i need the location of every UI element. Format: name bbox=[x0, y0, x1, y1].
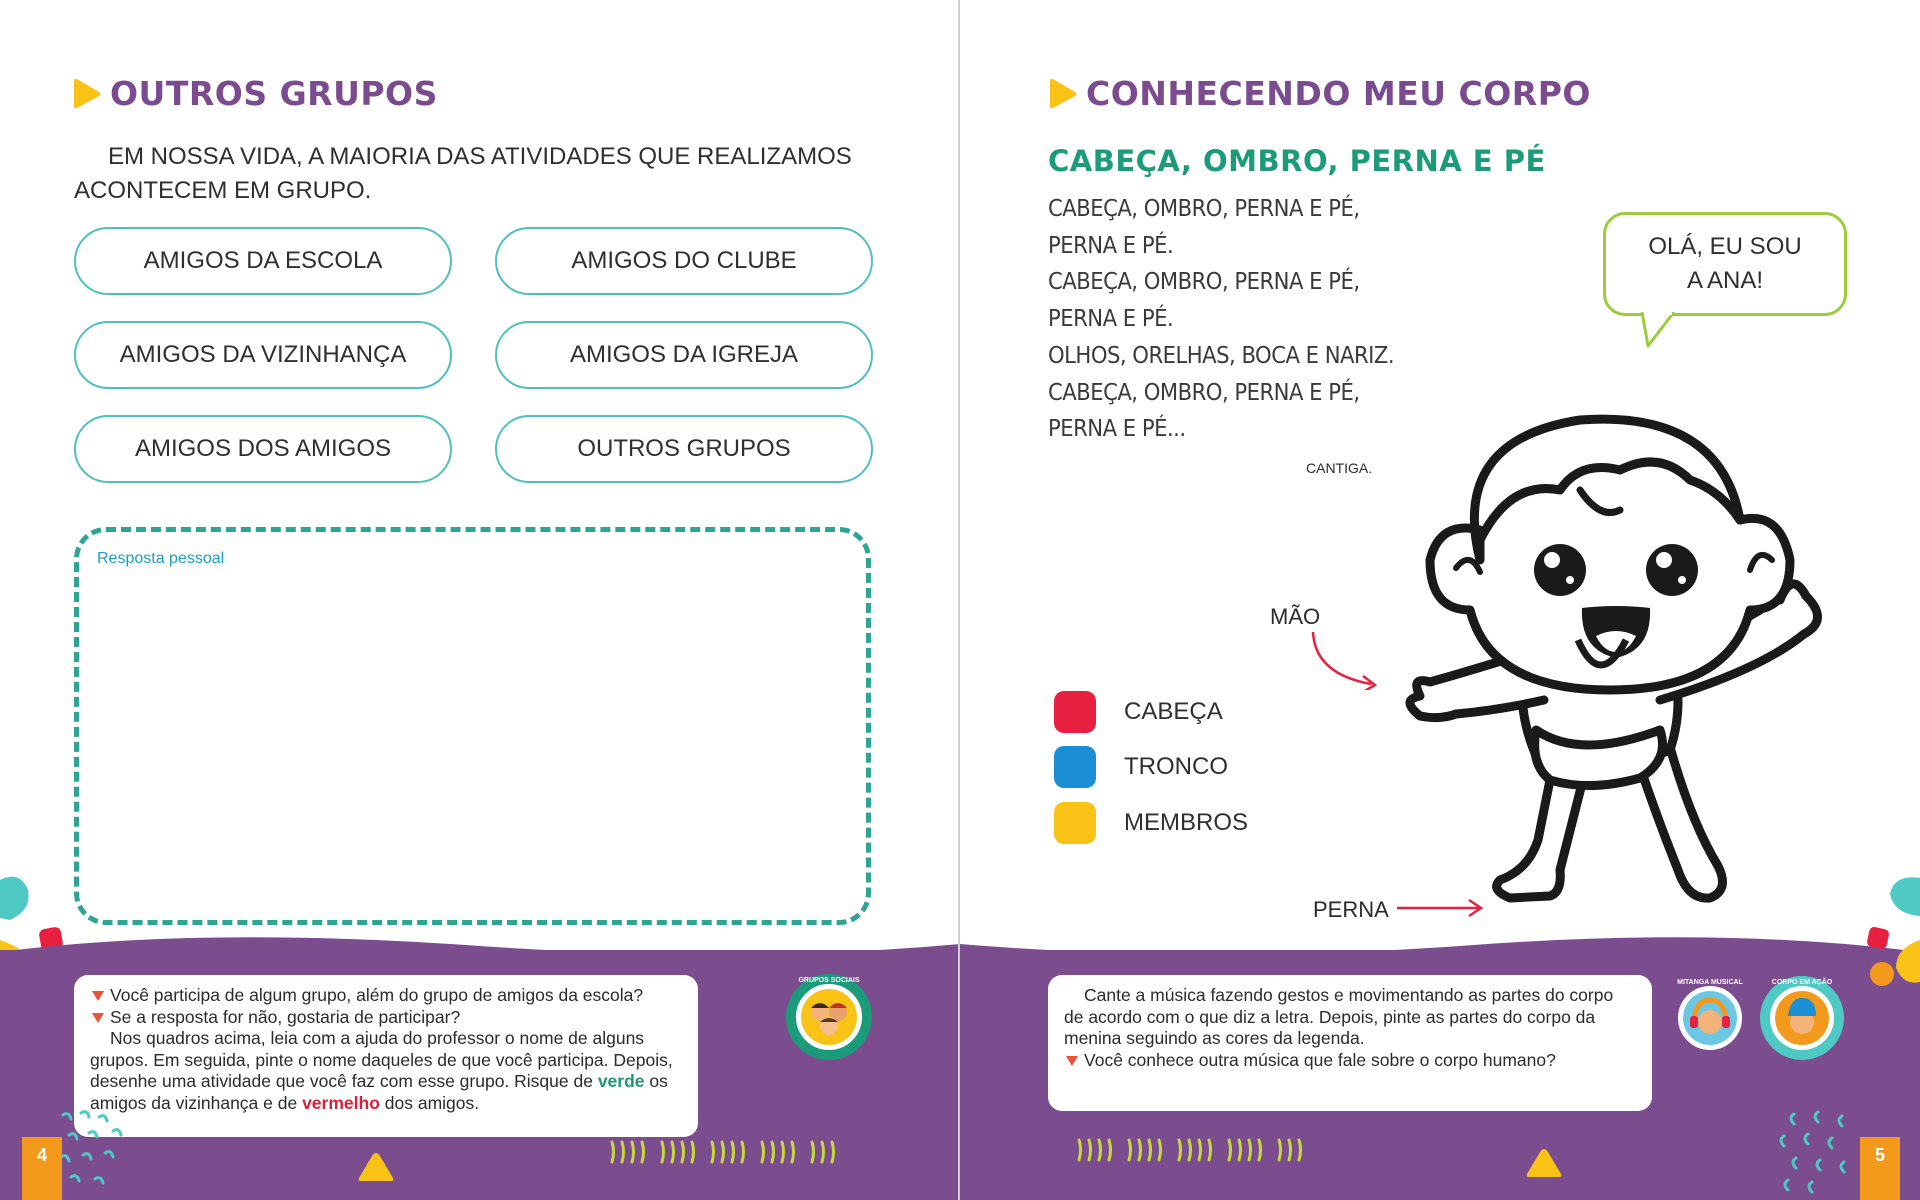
page-title: OUTROS GRUPOS bbox=[110, 74, 438, 113]
title-marker-icon bbox=[1048, 76, 1078, 112]
speech-line-2: A ANA! bbox=[1686, 267, 1764, 294]
girl-character-illustration[interactable] bbox=[1360, 400, 1860, 940]
drawing-area[interactable] bbox=[74, 527, 871, 925]
body-in-action-badge bbox=[1758, 974, 1846, 1062]
lyric-line: CABEÇA, OMBRO, PERNA E PÉ, bbox=[1048, 267, 1360, 296]
title-marker-icon bbox=[72, 76, 102, 112]
badge-text: GRUPOS SOCIAIS bbox=[798, 977, 860, 984]
lyric-line: CABEÇA, OMBRO, PERNA E PÉ, bbox=[1048, 377, 1360, 406]
legend-label: TRONCO bbox=[1124, 753, 1228, 780]
question-1: Você participa de algum grupo, além do grupo de amigos da escola? bbox=[90, 985, 682, 1007]
legend-swatch-blue bbox=[1054, 746, 1096, 788]
page-title: CONHECENDO MEU CORPO bbox=[1086, 74, 1591, 113]
legend-item-head bbox=[1054, 691, 1223, 733]
red-word: vermelho bbox=[302, 1092, 380, 1113]
instructions-paragraph-right: Cante a música fazendo gestos e movimentando as partes do corpo de acordo com o que diz a letra. Depois, pinte as partes do corpo da menina seguindo as cores da legenda. bbox=[1064, 985, 1614, 1048]
answer-label: Resposta pessoal bbox=[97, 550, 225, 567]
decorative-shapes-right bbox=[1860, 870, 1920, 1010]
line-decoration bbox=[608, 1138, 848, 1168]
label-leg: PERNA bbox=[1313, 897, 1389, 922]
instructions-box-right bbox=[1048, 975, 1652, 1111]
legend-swatch-red bbox=[1054, 691, 1096, 733]
squiggle-decoration-right bbox=[1774, 1108, 1860, 1200]
squiggle-decoration bbox=[55, 1105, 155, 1200]
group-pill-neighborhood[interactable]: AMIGOS DA VIZINHANÇA bbox=[74, 321, 452, 389]
legend-swatch-yellow bbox=[1054, 802, 1096, 844]
lyric-line: PERNA E PÉ... bbox=[1048, 414, 1186, 443]
question-right-1: Você conhece outra música que fale sobre o corpo humano? bbox=[1064, 1050, 1636, 1072]
triangle-decoration-right bbox=[1524, 1146, 1564, 1180]
label-hand: MÃO bbox=[1270, 604, 1321, 629]
badge-text: MITANGA MUSICAL bbox=[1677, 979, 1743, 986]
lyric-line: CABEÇA, OMBRO, PERNA E PÉ, bbox=[1048, 194, 1360, 222]
arrow-hand-icon bbox=[1305, 630, 1385, 690]
question-2: Se a resposta for não, gostaria de participar? bbox=[90, 1007, 682, 1029]
social-groups-badge bbox=[784, 972, 874, 1062]
page-number-right: 5 bbox=[1860, 1137, 1900, 1200]
group-pill-friends-of-friends[interactable]: AMIGOS DOS AMIGOS bbox=[74, 415, 452, 483]
line-decoration-right bbox=[1075, 1136, 1315, 1166]
speech-line-1: OLÁ, EU SOU bbox=[1648, 233, 1802, 260]
lyric-line: PERNA E PÉ. bbox=[1048, 230, 1174, 259]
instructions-paragraph bbox=[90, 1028, 682, 1114]
song-lyrics bbox=[1048, 190, 1394, 447]
intro-text: EM NOSSA VIDA, A MAIORIA DAS ATIVIDADES QUE REALIZAMOS ACONTECEM EM GRUPO. bbox=[74, 143, 852, 204]
lyric-line: OLHOS, ORELHAS, BOCA E NARIZ. bbox=[1048, 340, 1395, 369]
section-title-left bbox=[72, 74, 438, 113]
green-word: verde bbox=[597, 1071, 645, 1091]
group-pill-church[interactable]: AMIGOS DA IGREJA bbox=[495, 321, 873, 389]
instructions-text-3: dos amigos. bbox=[379, 1092, 480, 1113]
lyric-line: PERNA E PÉ. bbox=[1048, 304, 1174, 333]
instructions-box bbox=[74, 975, 698, 1137]
group-pill-school[interactable]: AMIGOS DA ESCOLA bbox=[74, 227, 452, 295]
legend-label: CABEÇA bbox=[1124, 698, 1223, 725]
instructions-text-2: os amigos da vizinhança e de bbox=[90, 1071, 668, 1113]
legend-item-limbs bbox=[1054, 802, 1248, 844]
section-title-right bbox=[1048, 74, 1591, 113]
legend-label: MEMBROS bbox=[1124, 809, 1249, 836]
song-title: CABEÇA, OMBRO, PERNA E PÉ bbox=[1048, 144, 1546, 178]
page-number-left: 4 bbox=[22, 1137, 62, 1200]
legend-item-trunk bbox=[1054, 746, 1228, 788]
triangle-decoration bbox=[356, 1150, 396, 1184]
group-pill-club[interactable]: AMIGOS DO CLUBE bbox=[495, 227, 873, 295]
arrow-leg-icon bbox=[1395, 896, 1485, 920]
musical-badge bbox=[1666, 974, 1754, 1062]
instructions-text-1: Nos quadros acima, leia com a ajuda do professor o nome de alguns grupos. Em seguida, pinte o nome daqueles de que você participa. Depois, desenhe uma atividade que você faz com esse grupo. Risque de bbox=[90, 1028, 673, 1091]
badge-text: CORPO EM AÇÃO bbox=[1771, 979, 1833, 986]
song-source: CANTIGA. bbox=[1306, 460, 1373, 476]
speech-bubble-tail bbox=[1640, 312, 1680, 350]
group-pill-other[interactable]: OUTROS GRUPOS bbox=[495, 415, 873, 483]
speech-bubble bbox=[1603, 212, 1847, 316]
